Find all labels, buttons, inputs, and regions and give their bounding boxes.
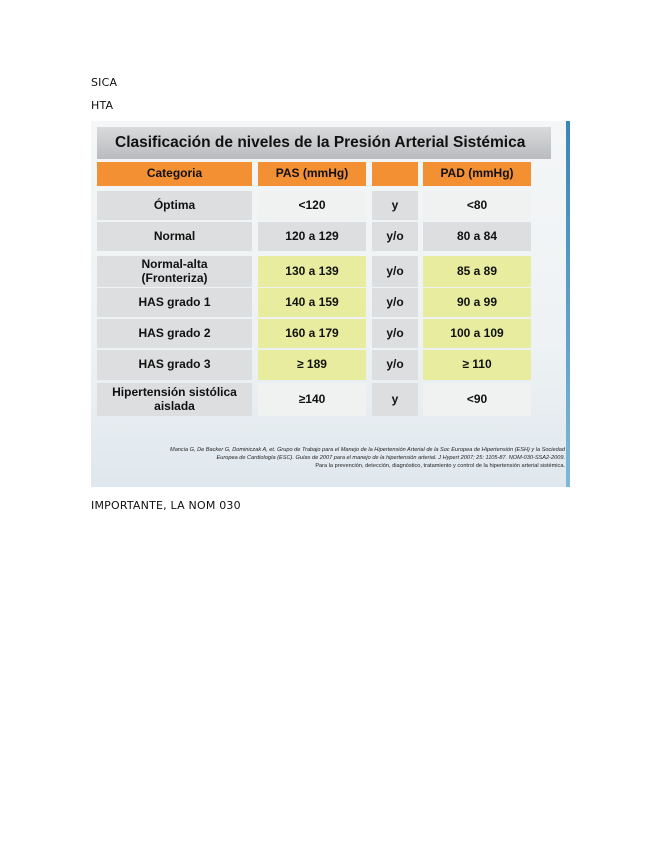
cell-conj: y/o [372, 256, 418, 287]
slide-title: Clasificación de niveles de la Presión Arterial Sistémica [97, 127, 551, 159]
cell-categoria: Hipertensión sistólica aislada [97, 383, 252, 416]
footer-line: Europea de Cardiología (ESC). Guías de 2007 para el manejo de la hipertensión arterial. J Hypert 2007; 25: 1105-87. NOM-030-SSA2-2009. [216, 455, 565, 462]
cell-pas: 120 a 129 [258, 222, 366, 251]
cell-pas: 160 a 179 [258, 319, 366, 348]
cell-categoria: Óptima [97, 191, 252, 220]
header-categoria: Categoria [97, 162, 252, 186]
pressure-classification-slide [91, 121, 570, 487]
cell-pad: <90 [423, 383, 531, 416]
cell-pas: 140 a 159 [258, 288, 366, 317]
cell-categoria: Normal [97, 222, 252, 251]
cell-pad: 85 a 89 [423, 256, 531, 287]
cell-conj: y/o [372, 288, 418, 317]
cell-pas: 130 a 139 [258, 256, 366, 287]
cell-conj: y/o [372, 350, 418, 380]
cell-conj: y [372, 383, 418, 416]
cell-categoria: Normal-alta (Fronteriza) [97, 256, 252, 287]
cell-pas: <120 [258, 191, 366, 220]
cell-conj: y/o [372, 319, 418, 348]
cell-categoria: HAS grado 1 [97, 288, 252, 317]
cell-pad: 90 a 99 [423, 288, 531, 317]
header-pad: PAD (mmHg) [423, 162, 531, 186]
footer-line: Mancia G, De Backer G, Dominiczak A, et. Grupo de Trabajo para el Manejo de la Hipertensión Arterial de la Soc Europea de Hipertensión (ESH) y la Sociedad [170, 447, 565, 453]
cell-conj: y [372, 191, 418, 220]
document-line-hta: HTA [91, 99, 114, 112]
cell-pad: ≥ 110 [423, 350, 531, 380]
cell-pas: ≥ 189 [258, 350, 366, 380]
cell-pad: <80 [423, 191, 531, 220]
cell-categoria: HAS grado 3 [97, 350, 252, 380]
cell-conj: y/o [372, 222, 418, 251]
footer-line: Para la prevención, detección, diagnóstico, tratamiento y control de la hipertensión arterial sistémica. [315, 463, 565, 470]
slide-footer-reference [103, 446, 565, 470]
header-conj [372, 162, 418, 186]
document-line-importante: IMPORTANTE, LA NOM 030 [91, 499, 241, 512]
cell-pad: 80 a 84 [423, 222, 531, 251]
cell-pas: ≥140 [258, 383, 366, 416]
cell-categoria: HAS grado 2 [97, 319, 252, 348]
document-line-sica: SICA [91, 76, 118, 89]
header-pas: PAS (mmHg) [258, 162, 366, 186]
cell-pad: 100 a 109 [423, 319, 531, 348]
